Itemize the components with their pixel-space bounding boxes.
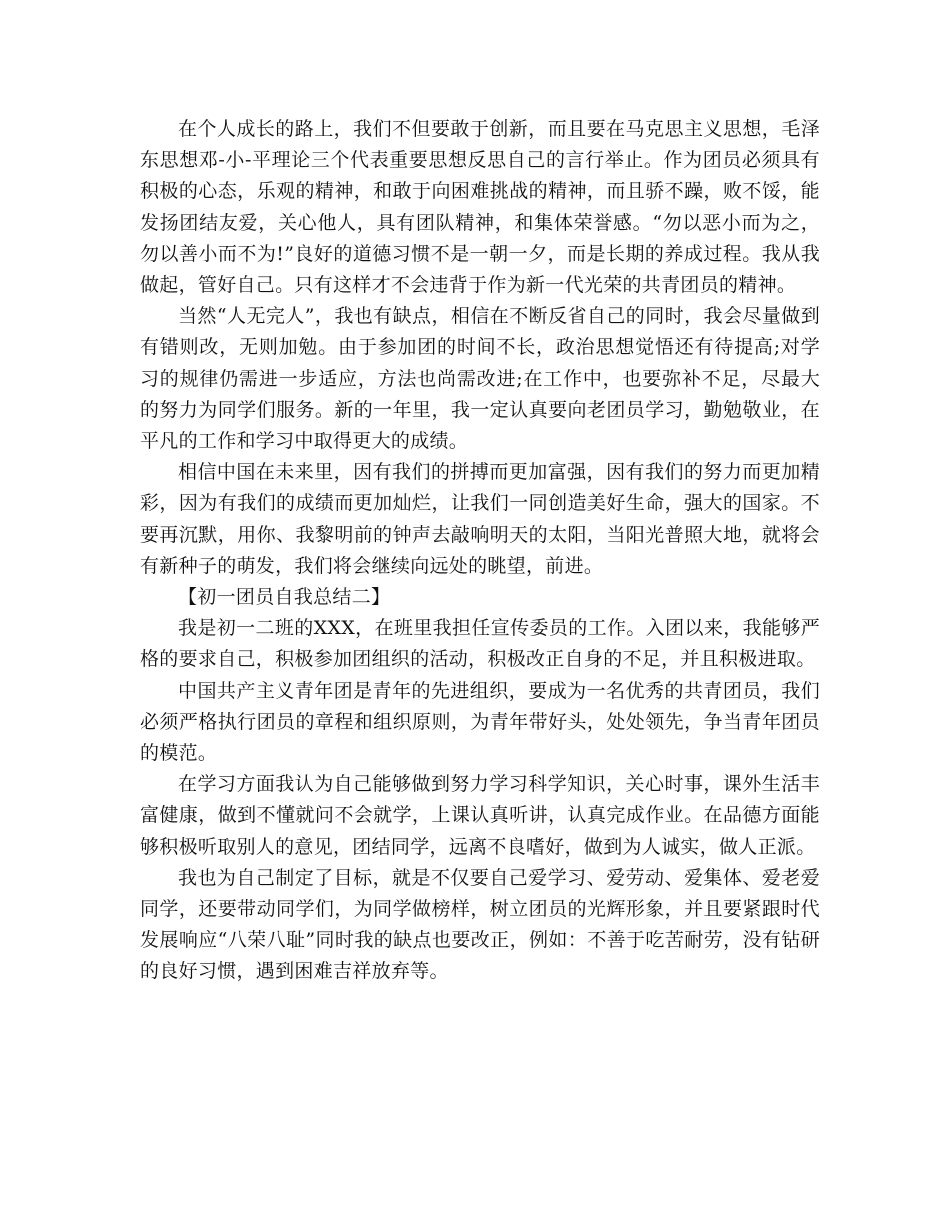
paragraph-study-and-morals: 在学习方面我认为自己能够做到努力学习科学知识，关心时事，课外生活丰富健康，做到不懂就问不会就学，上课认真听讲，认真完成作业。在品德方面能够积极听取别人的意见，团结同学，远离不良嗜好，做到为人诚实，做人正派。 [140,773,820,858]
paragraph-youth-league: 中国共产主义青年团是青年的先进组织，要成为一名优秀的共青团员，我们必须严格执行团员的章程和组织原则，为青年带好头，处处领先，争当青年团员的模范。 [140,679,820,765]
document-body [140,114,820,988]
paragraph-goals: 我也为自己制定了目标，就是不仅要自己爱学习、爱劳动、爱集体、爱老爱同学，还要带动同学们，为同学做榜样，树立团员的光辉形象，并且要紧跟时代发展响应“八荣八耻”同时我的缺点也要改正，例如：不善于吃苦耐劳，没有钻研的良好习惯，遇到困难吉祥放弃等。 [140,866,820,983]
section-heading: 【初一团员自我总结二】 [178,586,391,609]
paragraph-shortcomings: 当然“人无完人”，我也有缺点，相信在不断反省自己的同时，我会尽量做到有错则改，无则加勉。由于参加团的时间不长，政治思想觉悟还有待提高;对学习的规律仍需进一步适应，方法也尚需改进;在工作中，也要弥补不足，尽最大的努力为同学们服务。新的一年里，我一定认真要向老团员学习，勤勉敬业，在平凡的工作和学习中取得更大的成绩。 [140,305,820,453]
paragraph-future-china: 相信中国在未来里，因有我们的拼搏而更加富强，因有我们的努力而更加精彩，因为有我们的成绩而更加灿烂，让我们一同创造美好生命，强大的国家。不要再沉默，用你、我黎明前的钟声去敲响明天的太阳，当阳光普照大地，就将会有新种子的萌发，我们将会继续向远处的眺望，前进。 [140,461,820,577]
paragraph-introduction: 我是初一二班的XXX，在班里我担任宣传委员的工作。入团以来，我能够严格的要求自己，积极参加团组织的活动，积极改正自身的不足，并且积极进取。 [140,617,820,671]
paragraph-personal-growth: 在个人成长的路上，我们不但要敢于创新，而且要在马克思主义思想，毛泽东思想邓-小-平理论三个代表重要思想反思自己的言行举止。作为团员必须具有积极的心态，乐观的精神，和敢于向困难挑战的精神，而且骄不躁，败不馁，能发扬团结友爱，关心他人，具有团队精神，和集体荣誉感。“勿以恶小而为之，勿以善小而不为!”良好的道德习惯不是一朝一夕，而是长期的养成过程。我从我做起，管好自己。只有这样才不会违背于作为新一代光荣的共青团员的精神。 [140,118,820,297]
